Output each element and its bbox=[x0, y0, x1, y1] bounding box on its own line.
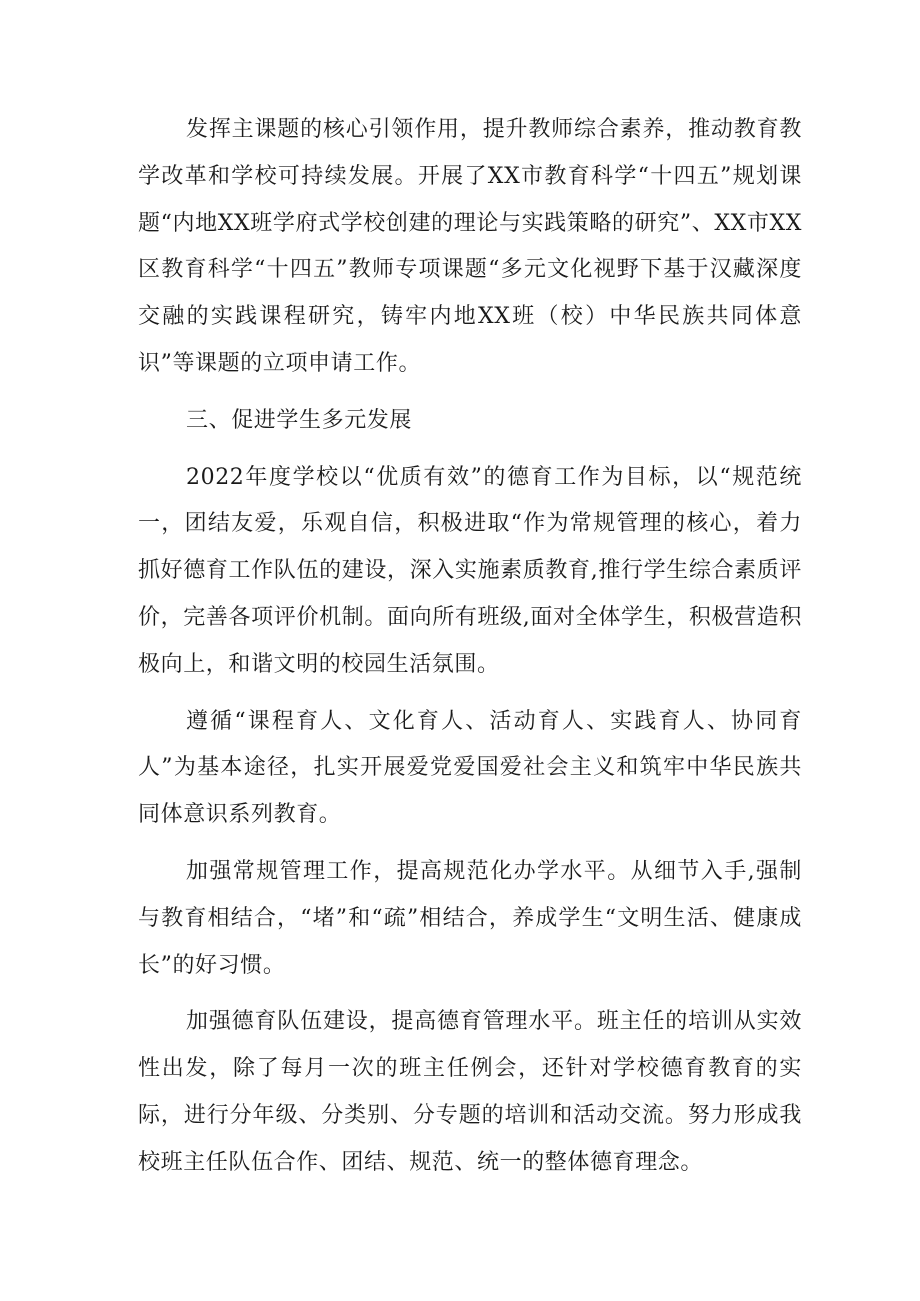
paragraph-team-building: 加强德育队伍建设，提高德育管理水平。班主任的培训从实效性出发，除了每月一次的班主任例会，还针对学校德育教育的实际，进行分年级、分类别、分专题的培训和活动交流。努力形成我校班主任队伍合作、团结、规范、统一的整体德育理念。 bbox=[138, 1009, 802, 1175]
paragraph-education-approach: 遵循“课程育人、文化育人、活动育人、实践育人、协同育人”为基本途径，扎实开展爱党爱国爱社会主义和筑牢中华民族共同体意识系列教育。 bbox=[138, 708, 802, 828]
paragraph-routine-management: 加强常规管理工作，提高规范化办学水平。从细节入手,强制与教育相结合，“堵”和“疏”相结合，养成学生“文明生活、健康成长”的好习惯。 bbox=[138, 858, 802, 978]
document-page bbox=[138, 107, 802, 1197]
paragraph-moral-education-goal: 2022年度学校以“优质有效”的德育工作为目标，以“规范统一，团结友爱，乐观自信，积极进取“作为常规管理的核心，着力抓好德育工作队伍的建设，深入实施素质教育,推行学生综合素质评价，完善各项评价机制。面向所有班级,面对全体学生，积极营造积极向上，和谐文明的校园生活氛围。 bbox=[138, 464, 802, 677]
section-heading-student-development: 三、促进学生多元发展 bbox=[186, 407, 413, 433]
paragraph-research-topics: 发挥主课题的核心引领作用，提升教师综合素养，推动教育教学改革和学校可持续发展。开展了XX市教育科学“十四五”规划课题“内地XX班学府式学校创建的理论与实践策略的研究”、XX市XX区教育科学“十四五”教师专项课题“多元文化视野下基于汉藏深度交融的实践课程研究，铸牢内地XX班（校）中华民族共同体意识”等课题的立项申请工作。 bbox=[138, 117, 802, 376]
